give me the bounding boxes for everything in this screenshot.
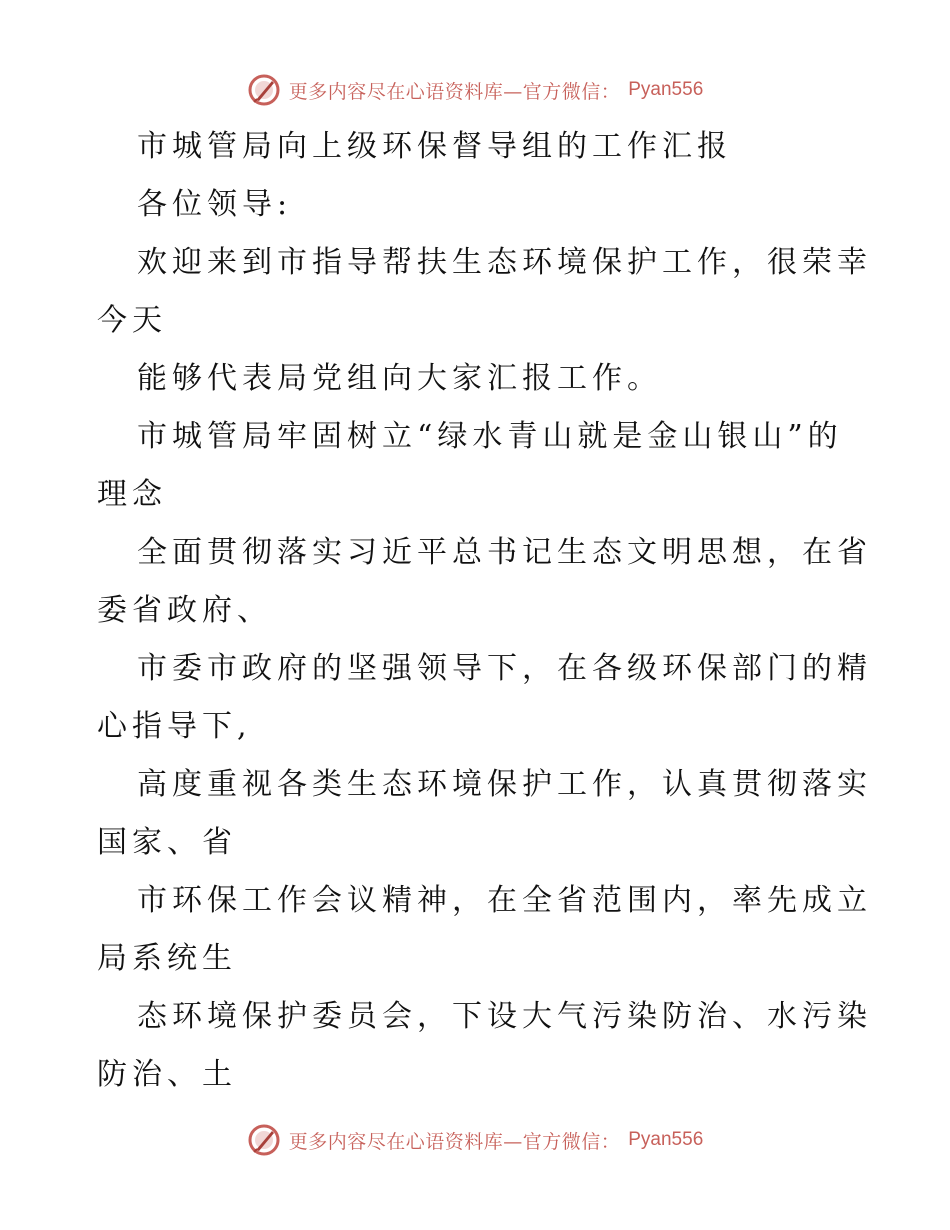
text-line: 态环境保护委员会，下设大气污染防治、水污染 — [137, 999, 872, 1034]
document-title: 市城管局向上级环保督导组的工作汇报 — [137, 129, 732, 164]
text-line: 市委市政府的坚强领导下，在各级环保部门的精 — [137, 651, 872, 686]
watermark-text: 更多内容尽在心语资料库—官方微信： — [288, 80, 621, 103]
text-line: 欢迎来到市指导帮扶生态环境保护工作，很荣幸 — [137, 245, 872, 280]
text-line: 国家、省 — [97, 825, 237, 860]
text-line: 局系统生 — [97, 941, 237, 976]
text-line: 市环保工作会议精神，在全省范围内，率先成立 — [137, 883, 872, 918]
text-line: 能够代表局党组向大家汇报工作。 — [137, 361, 662, 396]
text-line: 高度重视各类生态环境保护工作，认真贯彻落实 — [137, 767, 872, 802]
watermark-wechat-id: Pyan556 — [628, 1129, 704, 1150]
text-line: 全面贯彻落实习近平总书记生态文明思想，在省 — [137, 535, 872, 570]
text-line: 理念 — [97, 477, 167, 512]
text-line: 防治、土 — [97, 1057, 237, 1092]
watermark-text: 更多内容尽在心语资料库—官方微信： — [288, 1130, 621, 1153]
text-line: 今天 — [97, 303, 167, 338]
quill-seal-icon — [247, 1123, 281, 1157]
text-line: 市城管局牢固树立“绿水青山就是金山银山”的 — [137, 419, 843, 454]
watermark-wechat-id: Pyan556 — [628, 79, 704, 100]
salutation: 各位领导: — [137, 187, 293, 222]
footer-watermark — [0, 1120, 950, 1160]
text-line: 委省政府、 — [97, 593, 272, 628]
text-line: 心指导下, — [97, 709, 252, 744]
